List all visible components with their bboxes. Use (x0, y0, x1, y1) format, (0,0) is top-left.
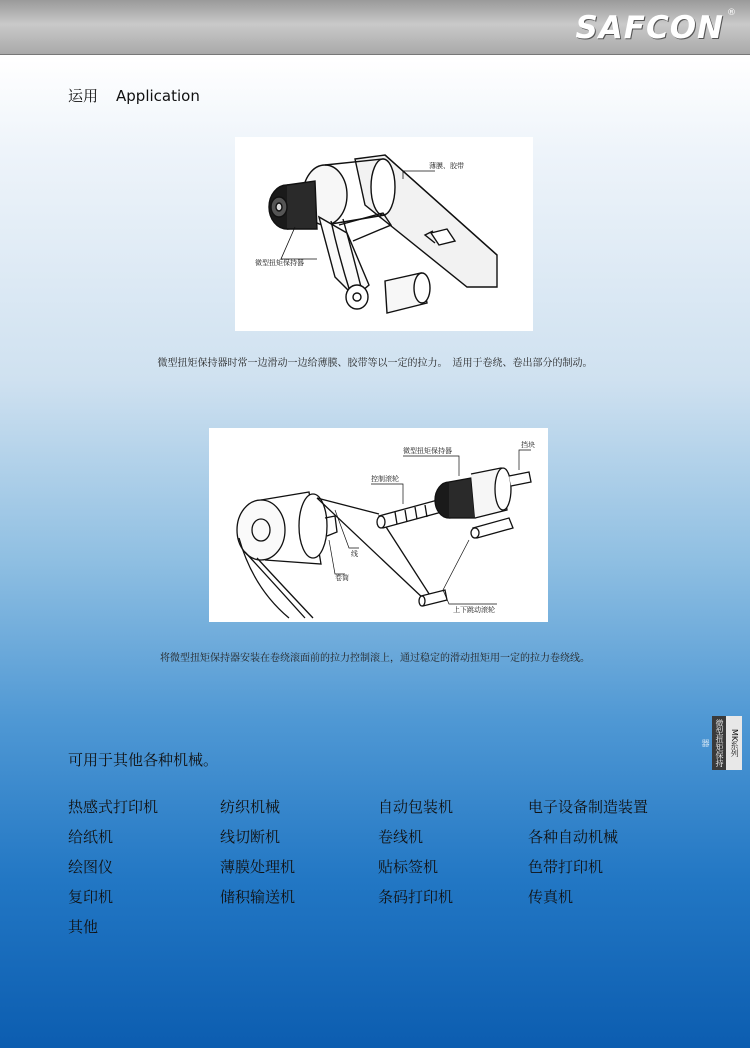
machine-row (68, 826, 708, 856)
machine-item: 电子设备制造装置 (528, 798, 649, 816)
machine-item: 自动包装机 (378, 798, 454, 816)
section-title-cn: 运用 (68, 87, 99, 105)
machine-item: 其他 (68, 918, 99, 936)
side-tab-series: MK系列 (726, 716, 742, 770)
brand-logo: SAFCON (575, 10, 724, 46)
machine-row (68, 856, 708, 886)
machine-list (68, 796, 708, 946)
figure2-label-control-roller: 控制滚轮 (371, 475, 399, 483)
machine-item: 热感式打印机 (68, 798, 159, 816)
figure-wire-winding (209, 428, 548, 622)
section-title (68, 85, 200, 106)
figure2-label-holder: 微型扭矩保持器 (403, 447, 452, 455)
registered-mark: ® (727, 8, 736, 18)
figure-film-tension-drawing (235, 137, 533, 331)
other-machines-title: 可用于其他各种机械。 (68, 751, 219, 769)
machine-item: 色带打印机 (528, 858, 604, 876)
machine-item: 传真机 (528, 888, 574, 906)
figure1-caption: 微型扭矩保持器时常一边滑动一边给薄膜、胶带等以一定的拉力。 适用于卷绕、卷出部分的制动。 (157, 358, 593, 369)
figure1-label-holder: 微型扭矩保持器 (255, 259, 304, 267)
figure2-label-drum: 卷筒 (335, 574, 349, 582)
machine-item: 卷线机 (378, 828, 424, 846)
machine-row (68, 796, 708, 826)
figure2-label-dancer-roller: 上下跳动滚轮 (453, 606, 495, 614)
side-tab-product: 微型扭矩保持器 (712, 716, 726, 770)
machine-item: 各种自动机械 (528, 828, 619, 846)
machine-item: 线切断机 (220, 828, 281, 846)
series-side-tab (701, 716, 742, 770)
machine-item: 储积输送机 (220, 888, 296, 906)
machine-item: 绘图仪 (68, 858, 114, 876)
figure-film-tension (235, 137, 533, 331)
machine-row (68, 886, 708, 916)
figure-wire-winding-drawing (209, 428, 548, 622)
machine-item: 纺织机械 (220, 798, 281, 816)
machine-item: 复印机 (68, 888, 114, 906)
figure2-label-wire: 线 (351, 550, 358, 558)
machine-row (68, 916, 708, 946)
machine-item: 贴标签机 (378, 858, 439, 876)
machine-item: 薄膜处理机 (220, 858, 296, 876)
machine-item: 条码打印机 (378, 888, 454, 906)
figure1-label-film: 薄膜、胶带 (429, 162, 464, 170)
section-title-en: Application (116, 87, 200, 105)
figure2-caption: 将微型扭矩保持器安装在卷绕滚面前的拉力控制滚上，通过稳定的滑动扭矩用一定的拉力卷绕线。 (160, 653, 590, 664)
figure2-label-stopper: 挡块 (521, 441, 535, 449)
machine-item: 给纸机 (68, 828, 114, 846)
